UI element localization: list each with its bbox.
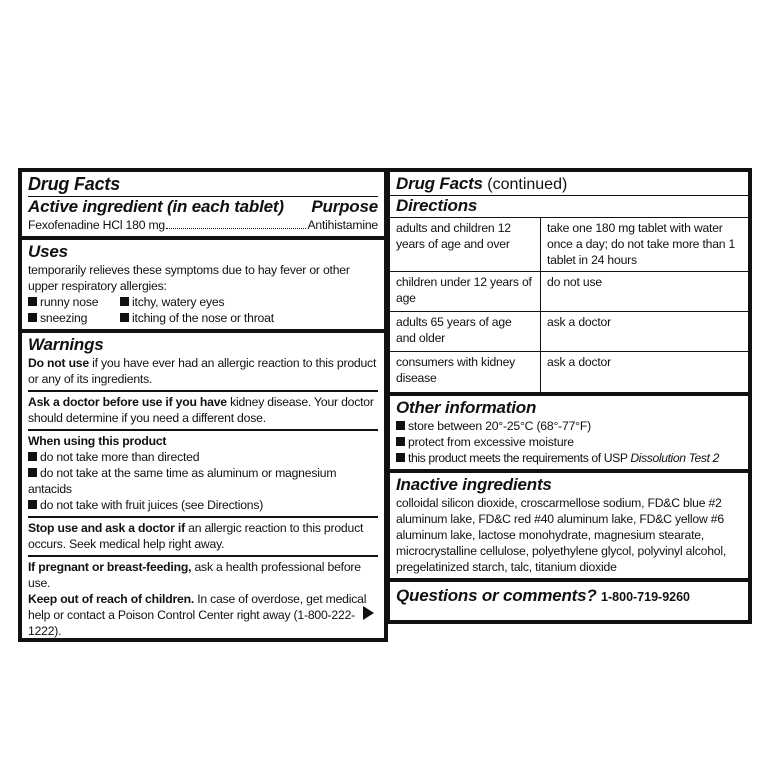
bullet-icon [396, 453, 405, 462]
directions-heading: Directions [396, 196, 478, 215]
uses-section [22, 240, 384, 333]
inactive-ingredients-text: colloidal silicon dioxide, croscarmellose sodium, FD&C blue #2 aluminum lake, FD&C red #40 aluminum lake, FD&C yellow #6 aluminum lake, lactose monohydrate, magnesium stearate, microcrystalline cellulose, polyethylene glycol, polyvinyl alcohol, pregelatinized starch, talc, titanium dioxide [396, 495, 727, 574]
bullet-icon [396, 437, 405, 446]
bullet-icon [120, 313, 129, 322]
warnings-section [22, 333, 384, 638]
stop-use-text: Stop use and ask a doctor if an allergic reaction to this product occurs. Seek medical help right away. [28, 516, 378, 552]
directions-table [390, 217, 748, 392]
bullet-icon [28, 500, 37, 509]
bullet-icon [28, 313, 37, 322]
bullet-icon [120, 297, 129, 306]
drug-facts-left-panel [18, 168, 388, 642]
table-row: adults and children 12 years of age and over take one 180 mg tablet with water once a day; do not take more than 1 tablet in 24 hours [390, 218, 748, 272]
active-ingredient-heading: Active ingredient (in each tablet) [28, 197, 284, 216]
uses-heading: Uses [28, 242, 68, 261]
table-row: children under 12 years of age do not use [390, 272, 748, 312]
bullet-icon [28, 297, 37, 306]
bullet-icon [28, 452, 37, 461]
continue-arrow-icon [363, 606, 374, 620]
ingredient-name: Fexofenadine HCl 180 mg [28, 218, 165, 232]
uses-intro: temporarily relieves these symptoms due to hay fever or other upper respiratory allergies: [28, 263, 350, 293]
active-ingredient-section [22, 172, 384, 240]
list-item: runny nose [28, 294, 120, 310]
do-not-use-text: Do not use if you have ever had an allergic reaction to this product or any of its ingredients. [28, 356, 377, 386]
drug-facts-continued-title: Drug Facts (continued) [390, 174, 748, 196]
phone-number: 1-800-719-9260 [601, 589, 691, 604]
leader-dots [166, 228, 306, 229]
list-item: do not take with fruit juices (see Directions) [28, 497, 378, 513]
directions-section [390, 172, 748, 396]
inactive-ingredients-heading: Inactive ingredients [396, 474, 552, 494]
list-item: do not take at the same time as aluminum or magnesium antacids [28, 466, 337, 496]
uses-list [28, 294, 378, 326]
other-information-heading: Other information [396, 397, 537, 417]
list-item: store between 20°-25°C (68°-77°F) [396, 418, 742, 434]
list-item: itching of the nose or throat [120, 310, 378, 326]
table-row: adults 65 years of age and older ask a doctor [390, 312, 748, 352]
drug-facts-right-panel [386, 168, 752, 624]
table-row: consumers with kidney disease ask a doctor [390, 352, 748, 392]
list-item: this product meets the requirements of USP Dissolution Test 2 [396, 450, 742, 466]
bullet-icon [28, 468, 37, 477]
other-information-section [390, 396, 748, 473]
list-item: do not take more than directed [28, 449, 378, 465]
warnings-heading: Warnings [28, 335, 104, 354]
purpose-heading: Purpose [311, 197, 378, 216]
when-using-heading: When using this product [28, 434, 167, 448]
pregnant-keep-out-text: If pregnant or breast-feeding, ask a health professional before use. Keep out of reach of children. In case of overdose, get medical help or contact a Poison Control Center right away (1-800-222-1222). [28, 555, 378, 639]
questions-section [390, 582, 748, 609]
drug-facts-title: Drug Facts [28, 174, 121, 194]
when-using-block [28, 429, 378, 513]
list-item: itchy, watery eyes [120, 294, 378, 310]
ask-doctor-text: Ask a doctor before use if you have kidney disease. Your doctor should determine if you need a different dose. [28, 390, 378, 426]
list-item: protect from excessive moisture [396, 434, 742, 450]
ingredient-row [28, 217, 378, 233]
active-ingredient-header [28, 196, 378, 217]
questions-heading: Questions or comments? [396, 585, 597, 605]
inactive-ingredients-section [390, 473, 748, 582]
bullet-icon [396, 421, 405, 430]
ingredient-purpose: Antihistamine [307, 218, 378, 232]
list-item: sneezing [28, 310, 120, 326]
